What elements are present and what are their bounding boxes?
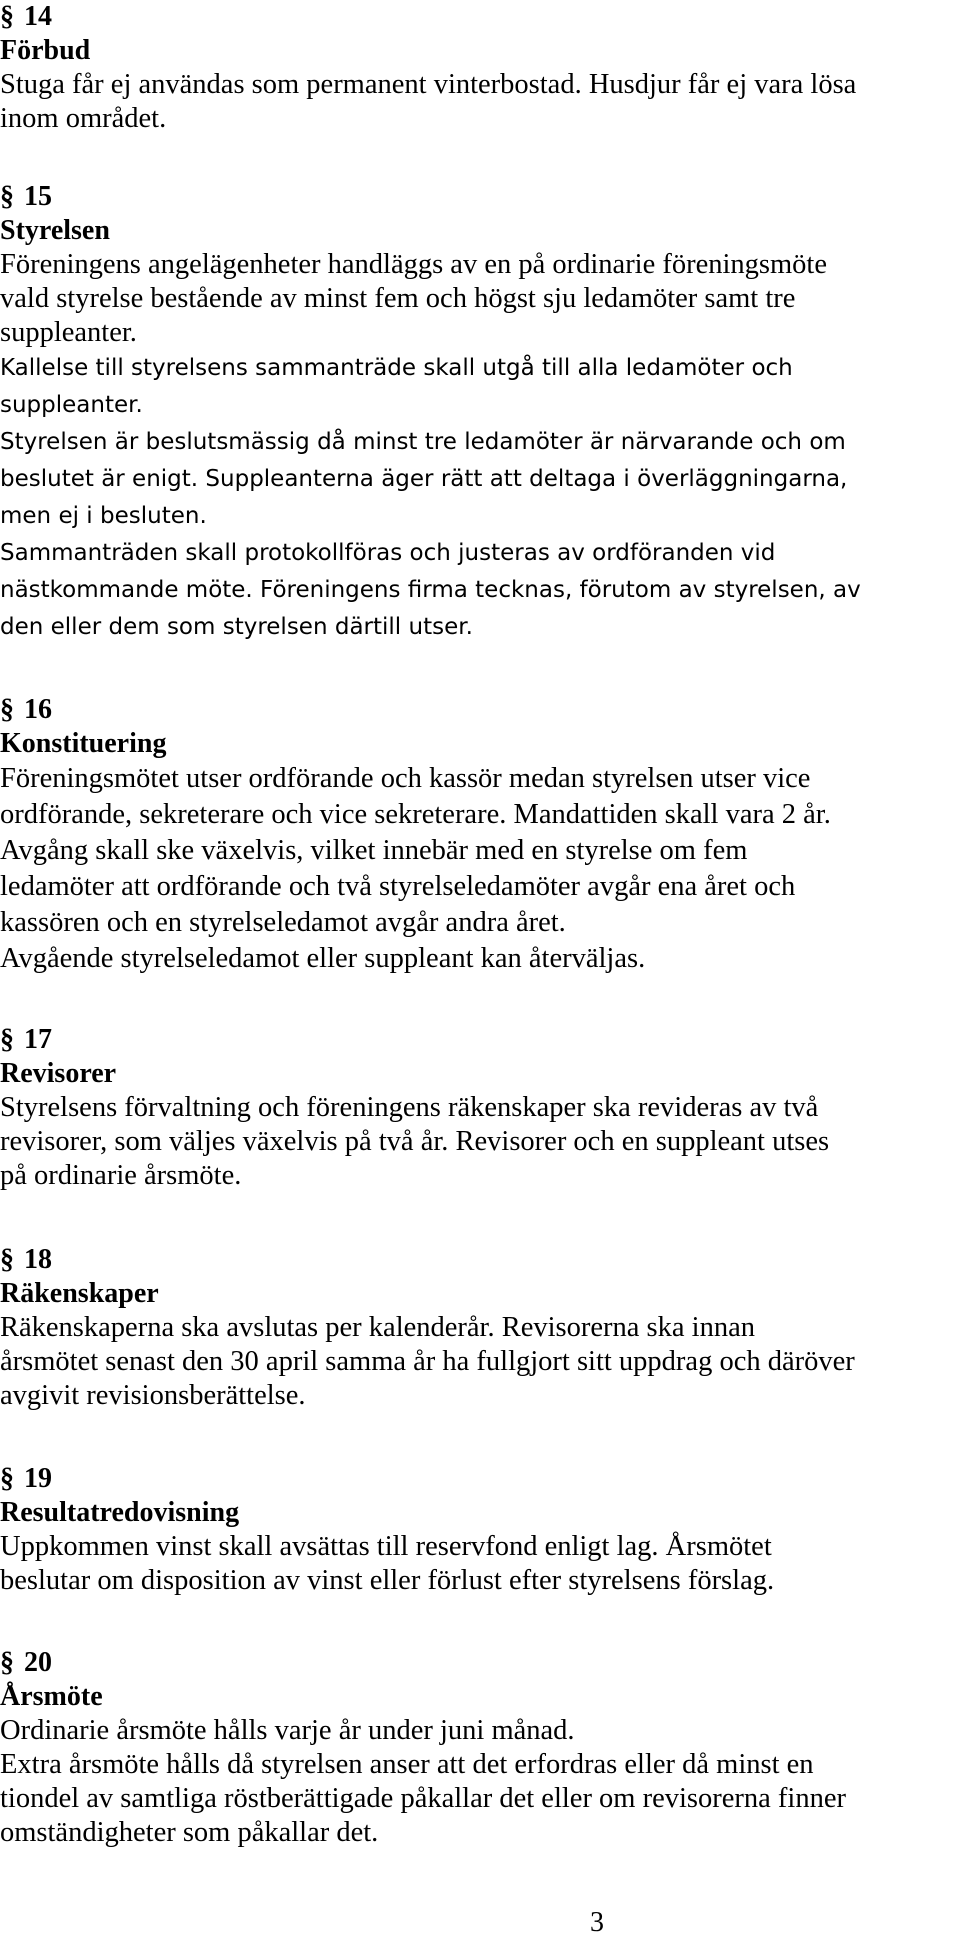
paragraph-line: men ej i besluten. [0,503,207,529]
paragraph-line: Extra årsmöte hålls då styrelsen anser att det erfordras eller då minst en [0,1749,814,1780]
section-number: § 20 [0,1647,52,1678]
section-number: § 15 [0,181,52,212]
section-symbol: § [0,1463,14,1494]
paragraph-line: beslutet är enigt. Suppleanterna äger rätt att deltaga i överläggningarna, [0,466,848,492]
paragraph-line: inom området. [0,103,167,134]
section-symbol: § [0,1244,14,1275]
paragraph-line: årsmötet senast den 30 april samma år ha fullgjort sitt uppdrag och däröver [0,1346,855,1377]
section-title: Styrelsen [0,215,110,246]
paragraph-line: suppleanter. [0,317,137,348]
section-number: § 17 [0,1024,52,1055]
paragraph-line: avgivit revisionsberättelse. [0,1380,306,1411]
section-symbol: § [0,1647,14,1678]
paragraph-line: på ordinarie årsmöte. [0,1160,242,1191]
section-symbol: § [0,694,14,725]
section-title: Årsmöte [0,1681,103,1712]
section-symbol: § [0,1024,14,1055]
paragraph-line: suppleanter. [0,392,143,418]
paragraph-line: Sammanträden skall protokollföras och justeras av ordföranden vid [0,540,776,566]
paragraph-line: Föreningens angelägenheter handläggs av en på ordinarie föreningsmöte [0,249,828,280]
section-number: § 18 [0,1244,52,1275]
paragraph-line: Räkenskaperna ska avslutas per kalenderår. Revisorerna ska innan [0,1312,755,1343]
paragraph-line: Styrelsens förvaltning och föreningens räkenskaper ska revideras av två [0,1092,819,1123]
paragraph-line: beslutar om disposition av vinst eller förlust efter styrelsens förslag. [0,1565,775,1596]
paragraph-line: Avgång skall ske växelvis, vilket innebär med en styrelse om fem [0,835,748,866]
paragraph-line: Ordinarie årsmöte hålls varje år under juni månad. [0,1715,575,1746]
paragraph-line: kassören och en styrelseledamot avgår andra året. [0,907,566,938]
paragraph-line: tiondel av samtliga röstberättigade påkallar det eller om revisorerna finner [0,1783,846,1814]
paragraph-line: Föreningsmötet utser ordförande och kassör medan styrelsen utser vice [0,763,811,794]
paragraph-line: ordförande, sekreterare och vice sekreterare. Mandattiden skall vara 2 år. [0,799,831,830]
section-title: Förbud [0,35,91,66]
section-15 [0,180,950,646]
section-14 [0,0,950,136]
paragraph-line: Avgående styrelseledamot eller suppleant kan återväljas. [0,943,646,974]
paragraph-line: ledamöter att ordförande och två styrelseledamöter avgår ena året och [0,871,796,902]
paragraph-line: Uppkommen vinst skall avsättas till reservfond enligt lag. Årsmötet [0,1531,772,1562]
paragraph-line: omständigheter som påkallar det. [0,1817,379,1848]
section-symbol: § [0,1,14,32]
section-20 [0,1646,950,1850]
section-title: Konstituering [0,728,167,759]
page-number: 3 [590,1907,604,1938]
section-number: § 16 [0,694,52,725]
paragraph-line: den eller dem som styrelsen därtill utser. [0,614,473,640]
section-title: Räkenskaper [0,1278,159,1309]
paragraph-line: nästkommande möte. Föreningens firma tecknas, förutom av styrelsen, av [0,577,861,603]
paragraph-line: Styrelsen är beslutsmässig då minst tre ledamöter är närvarande och om [0,429,846,455]
paragraph-line: Stuga får ej användas som permanent vinterbostad. Husdjur får ej vara lösa [0,69,857,100]
section-number: § 14 [0,1,52,32]
section-16 [0,693,950,977]
section-title: Resultatredovisning [0,1497,240,1528]
section-17 [0,1023,950,1193]
section-number: § 19 [0,1463,52,1494]
section-18 [0,1243,950,1413]
section-19 [0,1462,950,1598]
section-symbol: § [0,181,14,212]
paragraph-line: revisorer, som väljes växelvis på två år. Revisorer och en suppleant utses [0,1126,830,1157]
section-title: Revisorer [0,1058,117,1089]
paragraph-line: vald styrelse bestående av minst fem och högst sju ledamöter samt tre [0,283,796,314]
paragraph-line: Kallelse till styrelsens sammanträde skall utgå till alla ledamöter och [0,355,793,381]
